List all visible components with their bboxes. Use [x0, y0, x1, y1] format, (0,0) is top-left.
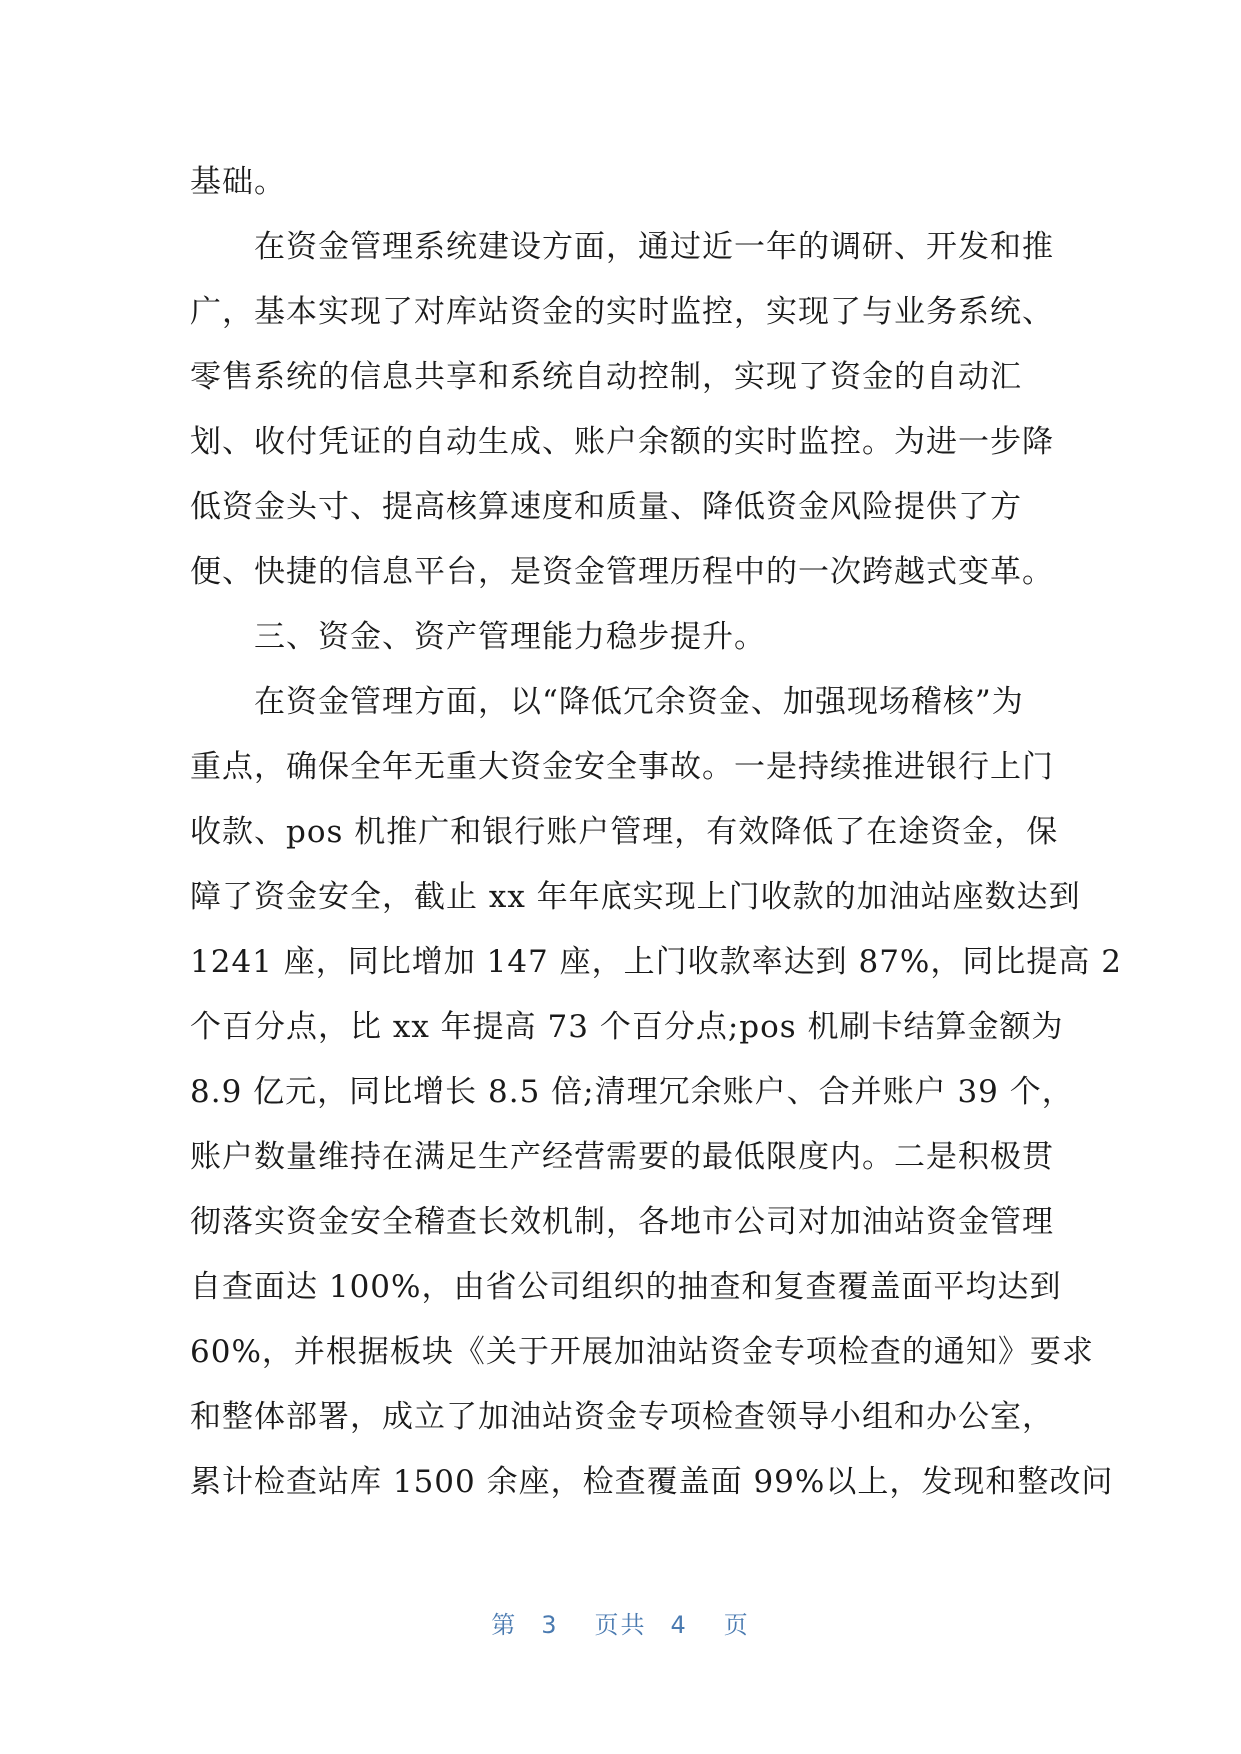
text-line: 广，基本实现了对库站资金的实时监控，实现了与业务系统、 — [190, 294, 1054, 330]
text-line: 累计检查站库 1500 余座，检查覆盖面 99%以上，发现和整改问 — [190, 1464, 1114, 1500]
text-line: 8.9 亿元，同比增长 8.5 倍;清理冗余账户、合并账户 39 个， — [190, 1074, 1074, 1110]
text-line: 障了资金安全，截止 xx 年年底实现上门收款的加油站座数达到 — [190, 879, 1081, 915]
text-line: 便、快捷的信息平台，是资金管理历程中的一次跨越式变革。 — [190, 554, 1054, 590]
footer-suffix: 页 — [723, 1611, 750, 1639]
text-line: 重点，确保全年无重大资金安全事故。一是持续推进银行上门 — [190, 749, 1054, 785]
text-line: 自查面达 100%，由省公司组织的抽查和复查覆盖面平均达到 — [190, 1269, 1062, 1305]
current-page-number: 3 — [541, 1611, 559, 1639]
text-line: 1241 座，同比增加 147 座，上门收款率达到 87%，同比提高 2 — [190, 944, 1122, 980]
text-line: 划、收付凭证的自动生成、账户余额的实时监控。为进一步降 — [190, 424, 1054, 460]
text-line: 60%，并根据板块《关于开展加油站资金专项检查的通知》要求 — [190, 1334, 1094, 1370]
total-pages-number: 4 — [670, 1611, 688, 1639]
text-line: 在资金管理方面，以“降低冗余资金、加强现场稽核”为 — [254, 684, 1024, 720]
document-body — [190, 150, 1122, 1515]
text-line: 和整体部署，成立了加油站资金专项检查领导小组和办公室， — [190, 1399, 1054, 1435]
text-line: 彻落实资金安全稽查长效机制，各地市公司对加油站资金管理 — [190, 1204, 1054, 1240]
footer-prefix: 第 — [491, 1611, 518, 1639]
text-line: 在资金管理系统建设方面，通过近一年的调研、开发和推 — [254, 229, 1054, 265]
footer-middle: 页共 — [594, 1611, 647, 1639]
text-line: 零售系统的信息共享和系统自动控制，实现了资金的自动汇 — [190, 359, 1022, 395]
section-heading: 三、资金、资产管理能力稳步提升。 — [254, 619, 766, 655]
text-line: 低资金头寸、提高核算速度和质量、降低资金风险提供了方 — [190, 489, 1022, 525]
text-line: 收款、pos 机推广和银行账户管理，有效降低了在途资金，保 — [190, 814, 1059, 850]
page-footer — [0, 1605, 1241, 1640]
text-line: 账户数量维持在满足生产经营需要的最低限度内。二是积极贯 — [190, 1139, 1054, 1175]
text-line: 基础。 — [190, 164, 286, 200]
text-line: 个百分点，比 xx 年提高 73 个百分点;pos 机刷卡结算金额为 — [190, 1009, 1064, 1045]
